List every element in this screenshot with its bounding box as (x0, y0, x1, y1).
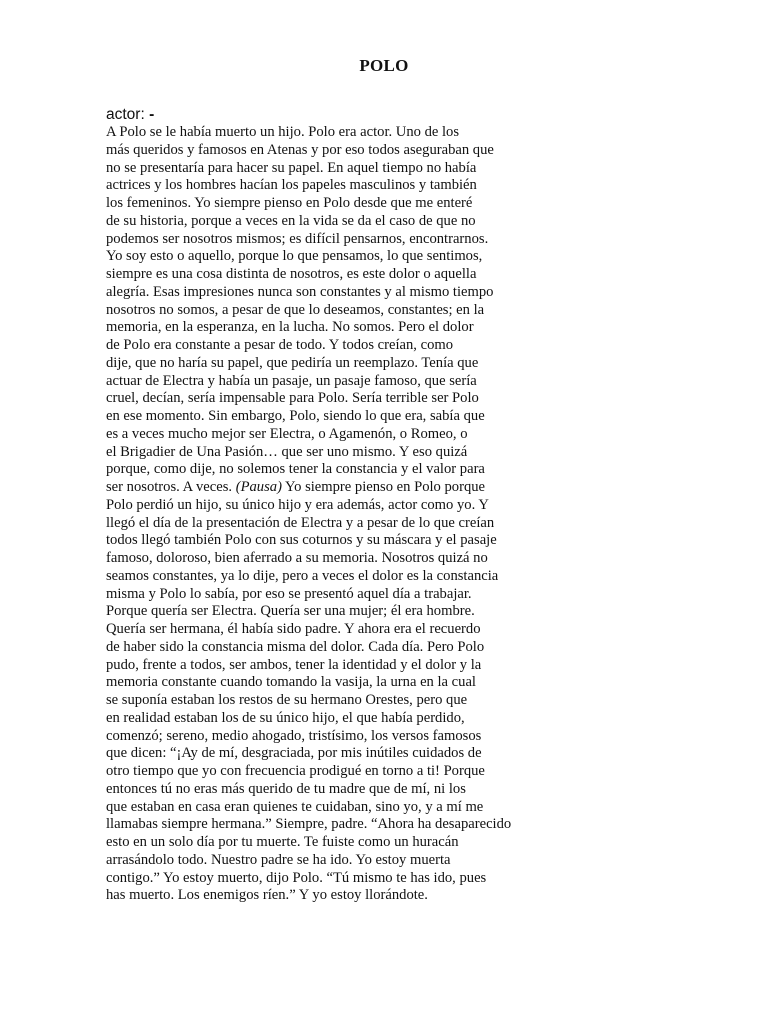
text-line: llegó el día de la presentación de Electra y a pesar de lo que creían (106, 514, 495, 531)
text-line: dije, que no haría su papel, que pediría un reemplazo. Tenía que (106, 354, 479, 371)
text-line: cruel, decían, sería impensable para Polo. Sería terrible ser Polo (106, 390, 479, 407)
text-line: todos llegó también Polo con sus coturnos y su máscara y el pasaje (106, 532, 497, 549)
text-line: en realidad estaban los de su único hijo, el que había perdido, (106, 709, 465, 726)
text-line: memoria constante cuando tomando la vasija, la urna en la cual (106, 674, 476, 691)
text-line: contigo.” Yo estoy muerto, dijo Polo. “Tú mismo te has ido, pues (106, 869, 487, 886)
text-line: arrasándolo todo. Nuestro padre se ha ido. Yo estoy muerta (106, 851, 451, 868)
text-line: has muerto. Los enemigos ríen.” Y yo estoy llorándote. (106, 887, 428, 904)
text-line: Polo perdió un hijo, su único hijo y era además, actor como yo. Y (106, 496, 489, 513)
monologue-text (106, 124, 546, 905)
text-line: de haber sido la constancia misma del dolor. Cada día. Pero Polo (106, 638, 485, 655)
text-line-with-stage-direction (106, 479, 546, 497)
text-line-end: Yo siempre pienso en Polo porque (281, 479, 486, 495)
text-line: comenzó; sereno, medio ahogado, tristísimo, los versos famosos (106, 727, 482, 744)
text-line: es a veces mucho mejor ser Electra, o Agamenón, o Romeo, o (106, 425, 468, 442)
text-line: se suponía estaban los restos de su hermano Orestes, pero que (106, 692, 468, 708)
speaker-name: actor: (106, 106, 145, 123)
text-line: esto en un solo día por tu muerte. Te fuiste como un huracán (106, 834, 459, 850)
text-line: llamabas siempre hermana.” Siempre, padre. “Ahora ha desaparecido (106, 816, 512, 833)
text-line: que estaban en casa eran quienes te cuidaban, sino yo, y a mí me (106, 798, 484, 815)
text-line: memoria, en la esperanza, en la lucha. No somos. Pero el dolor (106, 319, 474, 336)
text-line: A Polo se le había muerto un hijo. Polo era actor. Uno de los (106, 124, 460, 140)
text-line: siempre es una cosa distinta de nosotros, es este dolor o aquella (106, 266, 477, 282)
text-line: en ese momento. Sin embargo, Polo, siendo lo que era, sabía que (106, 408, 485, 424)
text-line: misma y Polo lo sabía, por eso se presentó aquel día a trabajar. (106, 585, 472, 602)
text-line: podemos ser nosotros mismos; es difícil pensarnos, encontrarnos. (106, 230, 489, 247)
text-line: Porque quería ser Electra. Quería ser una mujer; él era hombre. (106, 603, 475, 620)
text-line: no se presentaría para hacer su papel. En aquel tiempo no había (106, 159, 477, 176)
text-line: que dicen: “¡Ay de mí, desgraciada, por mis inútiles cuidados de (106, 745, 482, 762)
text-line: Quería ser hermana, él había sido padre. Y ahora era el recuerdo (106, 621, 481, 637)
speaker-separator: - (149, 106, 155, 123)
page-title: POLO (359, 56, 409, 75)
text-line: pudo, frente a todos, ser ambos, tener la identidad y el dolor y la (106, 656, 482, 673)
text-line: alegría. Esas impresiones nunca son constantes y al mismo tiempo (106, 283, 494, 300)
speaker-label (106, 106, 154, 124)
text-line: otro tiempo que yo con frecuencia prodigué en torno a ti! Porque (106, 763, 485, 779)
text-line: entonces tú no eras más querido de tu madre que de mí, ni los (106, 780, 466, 797)
text-line: de Polo era constante a pesar de todo. Y todos creían, como (106, 337, 454, 353)
text-line: seamos constantes, ya lo dije, pero a veces el dolor es la constancia (106, 567, 499, 584)
text-line: porque, como dije, no solemos tener la constancia y el valor para (106, 461, 485, 478)
text-line: los femeninos. Yo siempre pienso en Polo desde que me enteré (106, 195, 473, 211)
text-line: más queridos y famosos en Atenas y por eso todos aseguraban que (106, 141, 494, 158)
text-line: de su historia, porque a veces en la vida se da el caso de que no (106, 212, 476, 229)
text-line-start: ser nosotros. A veces. (106, 479, 236, 495)
text-line: nosotros no somos, a pesar de que lo deseamos, constantes; en la (106, 301, 485, 318)
text-line: Yo soy esto o aquello, porque lo que pensamos, lo que sentimos, (106, 248, 483, 265)
stage-direction: (Pausa) (235, 479, 282, 495)
text-line: actrices y los hombres hacían los papeles masculinos y también (106, 177, 477, 194)
text-line: actuar de Electra y había un pasaje, un pasaje famoso, que sería (106, 372, 477, 389)
text-line: el Brigadier de Una Pasión… que ser uno mismo. Y eso quizá (106, 443, 468, 460)
text-line: famoso, doloroso, bien aferrado a su memoria. Nosotros quizá no (106, 550, 488, 566)
